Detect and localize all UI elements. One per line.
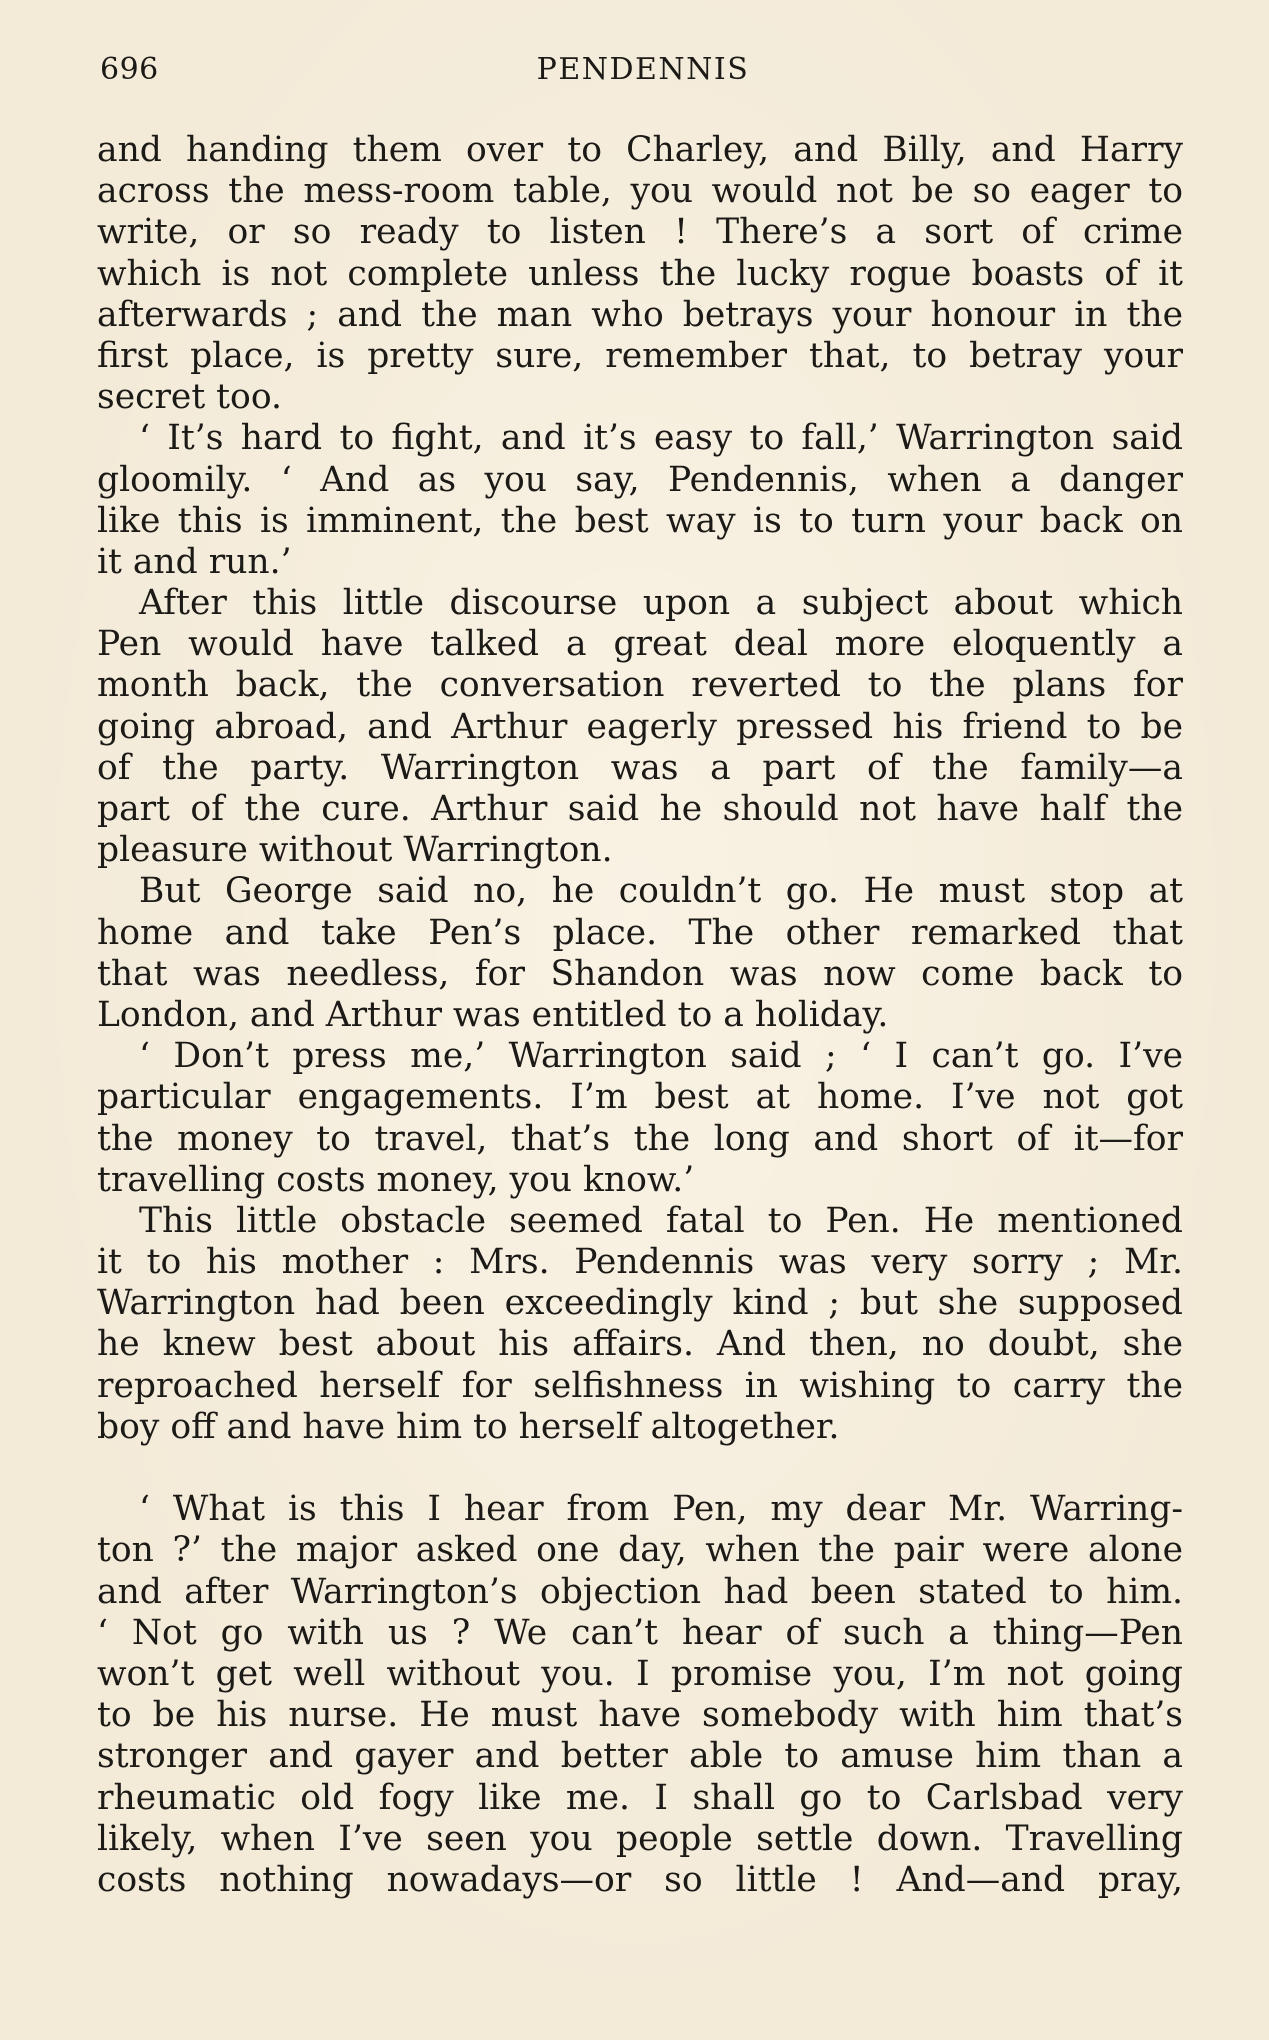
section-break [97,1448,1183,1489]
text-line: secret too. [97,377,282,418]
text-line: to be his nurse. He must have somebody with him that’s [97,1695,1183,1736]
text-line: ‘ What is this I hear from Pen, my dear Mr. Warring- [139,1489,1183,1530]
text-line: reproached herself for selfishness in wishing to carry the [97,1365,1183,1406]
text-line: Pen would have talked a great deal more eloquently a [97,624,1183,665]
text-line: part of the cure. Arthur said he should not have half the [97,789,1183,829]
text-line: afterwards ; and the man who betrays your honour in the [97,294,1183,335]
page-number: 696 [100,52,159,87]
text-line: month back, the conversation reverted to the plans for [97,665,1183,706]
text-line: London, and Arthur was entitled to a holiday. [97,994,889,1035]
running-head: PENDENNIS [536,52,750,87]
text-line: of the party. Warrington was a part of the family—a [97,747,1183,788]
text-line: across the mess-room table, you would not be so eager to [97,171,1183,212]
text-line: the money to travel, that’s the long and short of it—for [97,1118,1183,1159]
text-line: particular engagements. I’m best at home. I’ve not got [97,1077,1183,1118]
text-line: and handing them over to Charley, and Billy, and Harry [97,130,1183,170]
text-line: After this little discourse upon a subject about which [139,583,1183,624]
paragraph [97,871,1183,1036]
paragraph [97,1036,1183,1201]
text-line: it to his mother : Mrs. Pendennis was very sorry ; Mr. [97,1242,1183,1283]
text-line: Warrington had been exceedingly kind ; but she supposed [97,1283,1183,1324]
text-line: likely, when I’ve seen you people settle down. Travelling [97,1818,1183,1859]
text-line: This little obstacle seemed fatal to Pen. He mentioned [139,1200,1183,1241]
text-line: pleasure without Warrington. [97,830,613,871]
text-line: boy off and have him to herself altogether. [97,1406,840,1447]
text-line: costs nothing nowadays—or so little ! And—and pray, [97,1859,1183,1900]
text-line: write, or so ready to listen ! There’s a sort of crime [97,212,1183,253]
text-line: that was needless, for Shandon was now come back to [97,953,1183,994]
text-line: ‘ Don’t press me,’ Warrington said ; ‘ I can’t go. I’ve [139,1036,1183,1077]
text-line: ‘ Not go with us ? We can’t hear of such a thing—Pen [97,1612,1183,1653]
text-line: travelling costs money, you know.’ [97,1159,695,1200]
text-line: stronger and gayer and better able to amuse him than a [97,1736,1183,1777]
paragraph [97,1201,1183,1448]
body-text [97,130,1183,1901]
text-line: he knew best about his affairs. And then, no doubt, she [97,1324,1183,1365]
text-line: which is not complete unless the lucky rogue boasts of it [97,253,1183,294]
text-line: But George said no, he couldn’t go. He must stop at [139,871,1183,912]
text-line: going abroad, and Arthur eagerly pressed his friend to be [97,706,1183,747]
text-line: gloomily. ‘ And as you say, Pendennis, when a danger [97,459,1183,500]
paragraph [97,583,1183,871]
page-header [100,52,1186,100]
text-line: won’t get well without you. I promise you, I’m not going [97,1653,1183,1694]
paragraph [97,1489,1183,1901]
text-line: home and take Pen’s place. The other remarked that [97,912,1183,953]
text-line: and after Warrington’s objection had been stated to him. [97,1571,1183,1612]
paragraph [97,130,1183,418]
text-line: first place, is pretty sure, remember that, to betray your [97,335,1183,376]
text-line: rheumatic old fogy like me. I shall go to Carlsbad very [97,1777,1183,1818]
text-line: ton ?’ the major asked one day, when the pair were alone [97,1530,1183,1571]
paragraph [97,418,1183,583]
text-line: ‘ It’s hard to fight, and it’s easy to fall,’ Warrington said [139,418,1183,459]
text-line: it and run.’ [97,541,292,582]
text-line: like this is imminent, the best way is to turn your back on [97,500,1183,541]
